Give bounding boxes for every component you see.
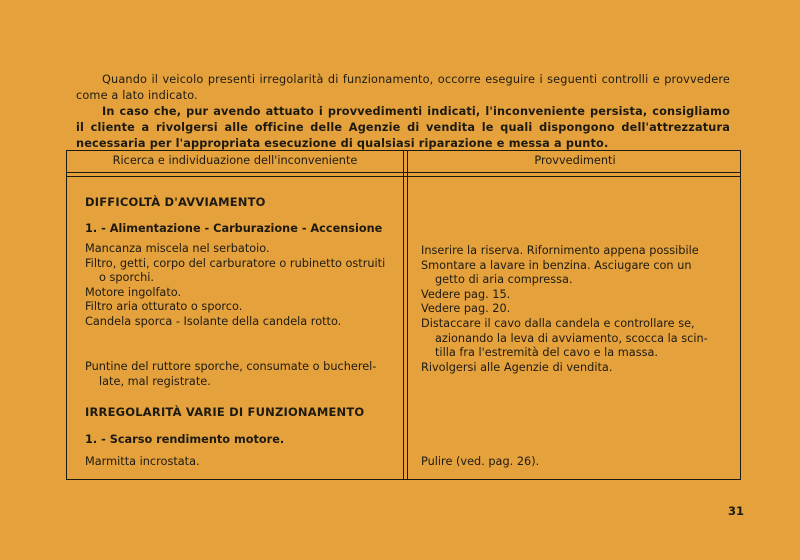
remedy-item: Vedere pag. 20.: [421, 302, 511, 316]
header-divider: [67, 172, 740, 173]
header-divider-double: [67, 176, 740, 177]
column-divider: [403, 151, 404, 479]
cause-item: Filtro, getti, corpo del carburatore o rubinetto ostruiti: [85, 256, 386, 270]
intro-paragraph-2: In caso che, pur avendo attuato i provvedimenti indicati, l'inconveniente persista, consigliamo il cliente a rivolgersi alle officine delle Agenzie di vendita le quali dispongono dell'attrezzatura necessaria per l'appropriata esecuzione di qualsiasi riparazione e messa a punto.: [76, 105, 730, 150]
remedy-item: Vedere pag. 15.: [421, 287, 511, 301]
cause-item: Puntine del ruttore sporche, consumate o bucherel-: [85, 360, 377, 373]
cause-item: Candela sporca - Isolante della candela rotto.: [85, 314, 342, 328]
column-divider-double: [407, 151, 408, 479]
cause-item: Filtro aria otturato o sporco.: [85, 300, 243, 314]
cause-exhaust: Marmitta incrostata.: [85, 455, 200, 468]
remedy-item: Distaccare il cavo dalla candela e controllare se,: [421, 316, 695, 330]
causes-list-2: [85, 360, 395, 389]
page-number: 31: [728, 504, 745, 518]
cause-item-continuation: o sporchi.: [99, 271, 154, 285]
remedy-item: Smontare a lavare in benzina. Asciugare con un: [421, 258, 692, 272]
section-title-starting-difficulty: DIFFICOLTÀ D'AVVIAMENTO: [85, 195, 266, 209]
intro-text: [76, 72, 730, 152]
cause-item: Mancanza miscela nel serbatoio.: [85, 242, 270, 255]
subsection-title-fuel-ignition: 1. - Alimentazione - Carburazione - Accensione: [85, 222, 383, 235]
subsection-title-low-performance: 1. - Scarso rendimento motore.: [85, 433, 285, 446]
troubleshooting-table: [66, 150, 741, 480]
remedy-item: Inserire la riserva. Rifornimento appena possibile: [421, 244, 699, 257]
remedies-list: [421, 244, 739, 375]
remedy-exhaust: Pulire (ved. pag. 26).: [421, 455, 540, 468]
remedy-item-continuation: getto di aria compressa.: [435, 273, 573, 287]
section-title-various-irregularities: IRREGOLARITÀ VARIE DI FUNZIONAMENTO: [85, 405, 365, 419]
intro-paragraph-1: Quando il veicolo presenti irregolarità di funzionamento, occorre eseguire i seguenti controlli e provvedere come a lato indicato.: [76, 73, 730, 102]
cause-item-continuation: late, mal registrate.: [99, 374, 211, 388]
remedy-item-continuation: azionando la leva di avviamento, scocca la scin-: [435, 331, 708, 345]
column-header-diagnosis: Ricerca e individuazione dell'inconveniente: [112, 154, 358, 167]
cause-item: Motore ingolfato.: [85, 285, 182, 299]
causes-list: [85, 242, 395, 330]
column-header-remedies: Provvedimenti: [534, 154, 616, 167]
remedy-item: Rivolgersi alle Agenzie di vendita.: [421, 360, 613, 374]
remedy-item-continuation: tilla fra l'estremità del cavo e la massa.: [435, 346, 659, 360]
